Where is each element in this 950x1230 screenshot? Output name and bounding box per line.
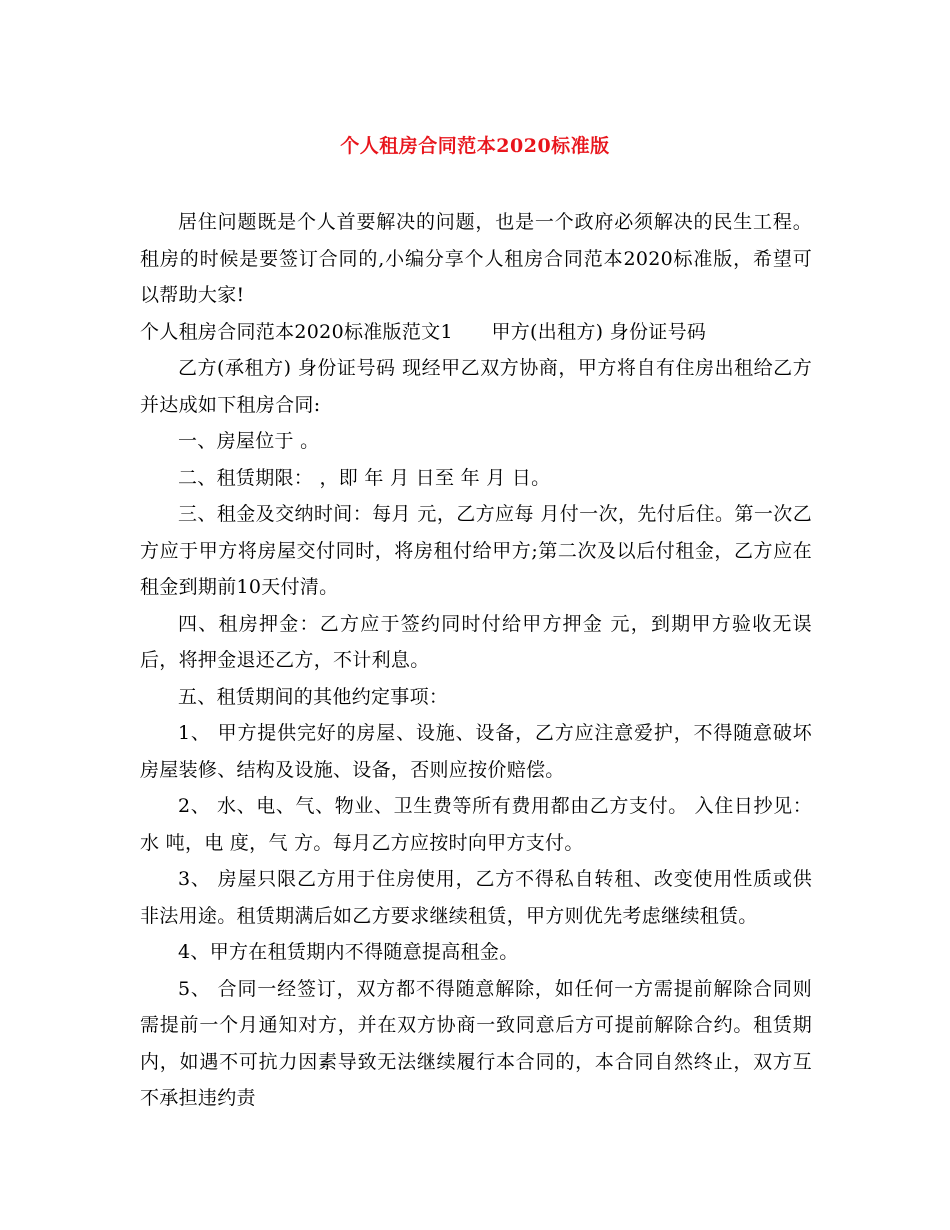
document-body xyxy=(140,204,812,1117)
document-paragraph: 3、 房屋只限乙方用于住房使用，乙方不得私自转租、改变使用性质或供非法用途。租赁期满后如乙方要求继续租赁，甲方则优先考虑继续租赁。 xyxy=(140,868,812,927)
document-paragraph: 居住问题既是个人首要解决的问题，也是一个政府必须解决的民生工程。租房的时候是要签订合同的,小编分享个人租房合同范本2020标准版，希望可以帮助大家! xyxy=(140,211,812,306)
document-paragraph: 4、甲方在租赁期内不得随意提高租金。 xyxy=(178,941,519,963)
document-paragraph: 个人租房合同范本2020标准版范文1 甲方(出租方) 身份证号码 xyxy=(140,320,707,343)
document-paragraph: 乙方(承租方) 身份证号码 现经甲乙双方协商，甲方将自有住房出租给乙方并达成如下租房合同: xyxy=(140,357,812,416)
document-paragraph: 一、房屋位于 。 xyxy=(178,430,320,452)
document-paragraph: 1、 甲方提供完好的房屋、设施、设备，乙方应注意爱护，不得随意破坏房屋装修、结构及设施、设备，否则应按价赔偿。 xyxy=(140,722,812,781)
document-paragraph: 四、租房押金：乙方应于签约同时付给甲方押金 元，到期甲方验收无误后，将押金退还乙方，不计利息。 xyxy=(140,612,812,671)
document-title: 个人租房合同范本2020标准版 xyxy=(340,135,610,157)
document-paragraph: 5、 合同一经签订，双方都不得随意解除，如任何一方需提前解除合同则需提前一个月通知对方，并在双方协商一致同意后方可提前解除合约。租赁期内，如遇不可抗力因素导致无法继续履行本合同的，本合同自然终止，双方互不承担违约责 xyxy=(140,977,812,1109)
document-paragraph: 五、租赁期间的其他约定事项： xyxy=(178,685,449,708)
document-paragraph: 三、租金及交纳时间：每月 元，乙方应每 月付一次，先付后住。第一次乙方应于甲方将房屋交付同时，将房租付给甲方;第二次及以后付租金，乙方应在租金到期前10天付清。 xyxy=(140,503,812,598)
document-paragraph: 2、 水、电、气、物业、卫生费等所有费用都由乙方支付。 入住日抄见：水 吨，电 度，气 方。每月乙方应按时向甲方支付。 xyxy=(140,795,812,854)
document-paragraph: 二、租赁期限： ，即 年 月 日至 年 月 日。 xyxy=(178,466,551,489)
